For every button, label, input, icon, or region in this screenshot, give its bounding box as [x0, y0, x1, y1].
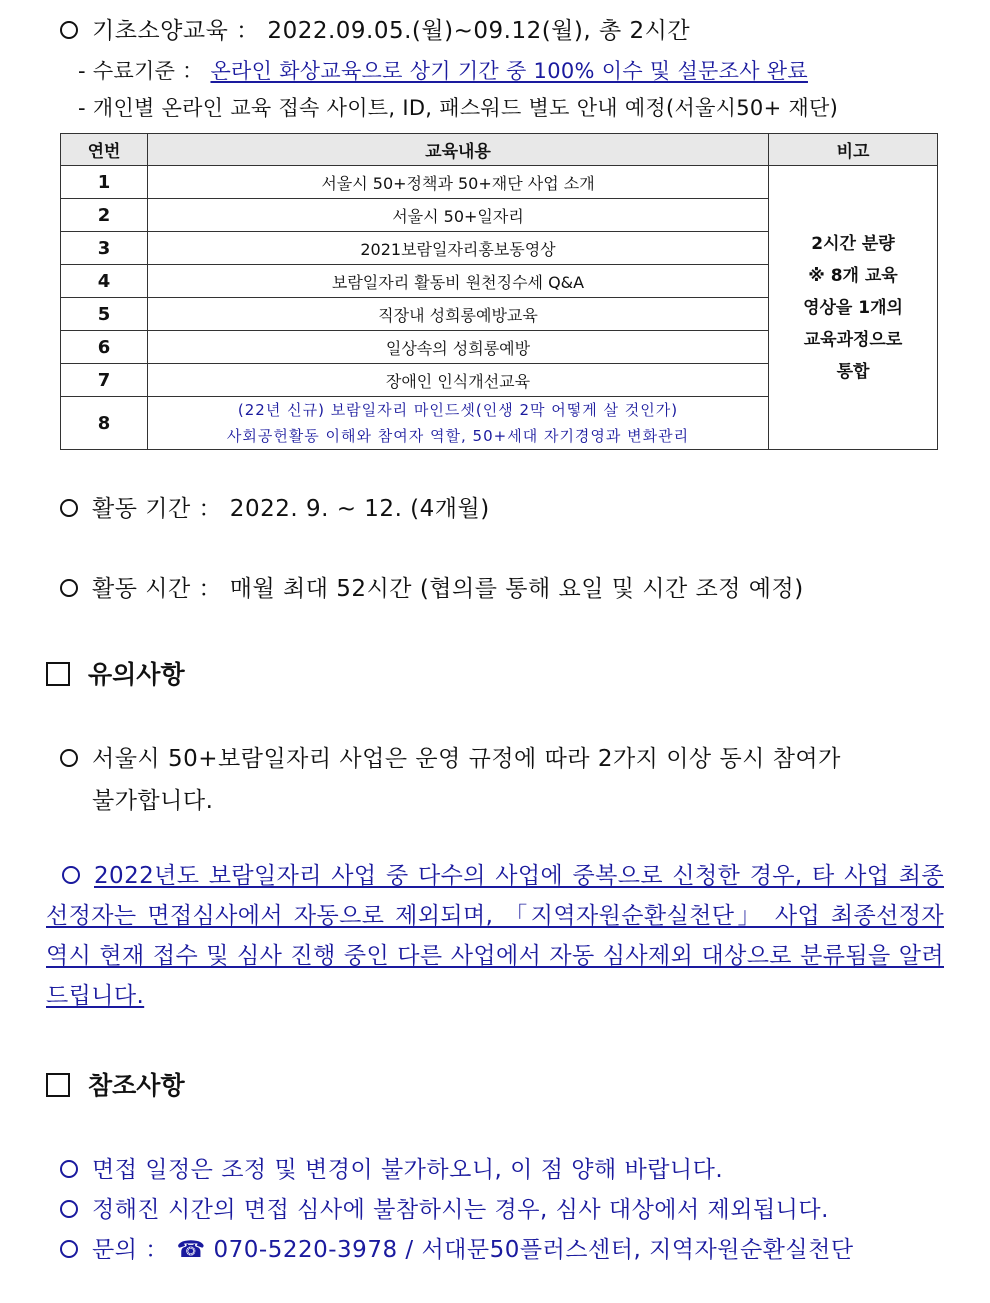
basic-training-label: 기초소양교육 ： 2022.09.05.(월)~09.12(월), 총 2시간	[92, 18, 691, 44]
row-content: 보람일자리 활동비 원천징수세 Q&A	[148, 265, 769, 298]
reference-item1: 면접 일정은 조정 및 변경이 불가하오니, 이 점 양해 바랍니다.	[92, 1157, 724, 1183]
row-num: 4	[61, 265, 148, 298]
reference-heading-line	[46, 1066, 185, 1102]
row-num: 1	[61, 166, 148, 199]
circle-bullet-icon	[60, 1160, 78, 1178]
row-content: 2021보람일자리홍보동영상	[148, 232, 769, 265]
circle-bullet-icon	[60, 21, 78, 39]
header-num: 연번	[61, 134, 148, 166]
reference-item1-line	[60, 1151, 723, 1184]
reference-item2: 정해진 시간의 면접 심사에 불참하시는 경우, 심사 대상에서 제외됩니다.	[92, 1197, 829, 1223]
circle-bullet-icon	[62, 866, 80, 884]
circle-bullet-icon	[60, 579, 78, 597]
access-note: - 개인별 온라인 교육 접속 사이트, ID, 패스워드 별도 안내 예정(서울시50+ 재단)	[78, 96, 839, 120]
table-header-row	[61, 134, 938, 166]
circle-bullet-icon	[60, 499, 78, 517]
note-line: 영상을 1개의	[803, 297, 903, 318]
table-row	[61, 166, 938, 199]
completion-criteria-text: 온라인 화상교육으로 상기 기간 중 100% 이수 및 설문조사 완료	[210, 59, 808, 83]
reference-heading: 참조사항	[88, 1071, 185, 1100]
row-content: 서울시 50+정책과 50+재단 사업 소개	[148, 166, 769, 199]
completion-criteria	[78, 55, 808, 85]
note-line: 2시간 분량	[811, 233, 895, 254]
note-line: 통합	[836, 361, 870, 382]
notice-item1-text: 서울시 50+보람일자리 사업은 운영 규정에 따라 2가지 이상 동시 참여가	[92, 746, 841, 772]
row-content	[148, 397, 769, 450]
activity-period: 활동 기간 ： 2022. 9. ~ 12. (4개월)	[92, 496, 490, 522]
education-table	[60, 133, 938, 450]
activity-period-line	[60, 490, 490, 523]
row-num: 6	[61, 331, 148, 364]
checkbox-square-icon	[46, 662, 70, 686]
reference-item3: 문의 ： ☎ 070-5220-3978 / 서대문50플러스센터, 지역자원순환실천단	[92, 1237, 854, 1263]
note-line: 교육과정으로	[803, 329, 903, 350]
activity-hours: 활동 시간 ： 매월 최대 52시간 (협의를 통해 요일 및 시간 조정 예정)	[92, 576, 804, 602]
row-content: 직장내 성희롱예방교육	[148, 298, 769, 331]
notice-item2-text: 2022년도 보람일자리 사업 중 다수의 사업에 중복으로 신청한 경우, 타 사업 최종선정자는 면접심사에서 자동으로 제외되며, 「지역자원순환실천단」 사업 최종선정자 역시 현재 접수 및 심사 진행 중인 다른 사업에서 자동 심사제외 대상으로 분류됨을 알려드립니다.	[46, 863, 944, 1009]
row-content: 서울시 50+일자리	[148, 199, 769, 232]
circle-bullet-icon	[60, 1200, 78, 1218]
row-content-line: (22년 신규) 보람일자리 마인드셋(인생 2막 어떻게 살 것인가)	[237, 401, 679, 419]
notice-heading-line	[46, 655, 185, 691]
basic-training-line	[60, 12, 690, 45]
row-content: 장애인 인식개선교육	[148, 364, 769, 397]
row-content-line: 사회공헌활동 이해와 참여자 역할, 50+세대 자기경영과 변화관리	[226, 427, 690, 445]
reference-item3-line	[60, 1231, 854, 1264]
notice-item2	[46, 856, 944, 1016]
completion-prefix: - 수료기준 ：	[78, 59, 204, 83]
header-note: 비고	[769, 134, 938, 166]
notice-item1-line1	[60, 740, 841, 773]
checkbox-square-icon	[46, 1073, 70, 1097]
row-num: 8	[61, 397, 148, 450]
row-num: 2	[61, 199, 148, 232]
header-content: 교육내용	[148, 134, 769, 166]
circle-bullet-icon	[60, 1240, 78, 1258]
circle-bullet-icon	[60, 749, 78, 767]
activity-hours-line	[60, 570, 804, 603]
notice-item1-line2: 불가합니다.	[92, 788, 214, 814]
row-num: 3	[61, 232, 148, 265]
row-content: 일상속의 성희롱예방	[148, 331, 769, 364]
reference-item2-line	[60, 1191, 829, 1224]
note-cell	[769, 166, 938, 450]
notice-heading: 유의사항	[88, 660, 185, 689]
row-num: 7	[61, 364, 148, 397]
note-line: ※ 8개 교육	[808, 265, 898, 286]
row-num: 5	[61, 298, 148, 331]
